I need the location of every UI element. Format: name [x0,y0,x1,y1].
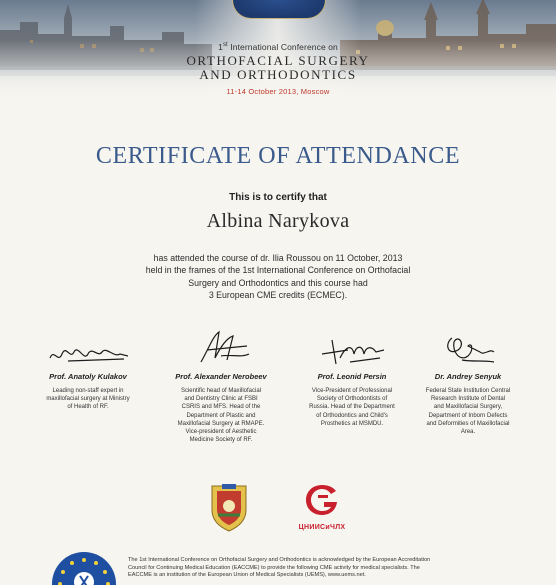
signatory-description: Scientific head of Maxillofacial and Dentistry Clinic at FSBI CSRIS and MFS. Head of the Department of Plastic and Maxillofacial Surgery at RMAPE. Vice-president of Aesthetic Medicine Society of RF. [177,388,265,444]
footer-line: EACCME is an institution of the European Union of Medical Specialists (UEMS), www.uems.net. [128,572,366,579]
signatory-name: Dr. Andrey Senyuk [434,372,502,381]
recipient-name: Albina Narykova [206,210,350,232]
cniis-emblem-icon [302,482,342,518]
conference-title-line1: ORTHOFACIAL SURGERY [186,53,370,68]
footer-line: The 1st International Conference on Orthofacial Surgery and Orthodontics is acknowledged by the European Accreditation [128,557,431,563]
conference-emblem-icon [232,0,326,19]
signatory-name: Prof. Leonid Persin [317,372,387,381]
certify-text: This is to certify that [229,192,327,203]
signatures-row [0,328,556,468]
cniis-logo [292,482,352,532]
signatory-description: Federal State Institution Central Research Institute of Dental and Maxillofacial Surgery, Department of Inborn Defects and Deformities of Maxillofacial Area. [425,388,511,436]
conference-dates: 11-14 October 2013, Moscow [226,87,330,96]
body-line: held in the frames of the 1st International Conference on Orthofacial [145,265,411,276]
certificate-title: CERTIFICATE OF ATTENDANCE [95,143,461,169]
eaccme-logo [52,552,116,585]
university-crest-logo [208,482,250,532]
certificate-body [110,252,446,302]
body-line: Surgery and Orthodontics and this course had [188,277,368,288]
accreditation-footer [128,557,548,580]
body-line: 3 European CME credits (ECMEC). [208,290,348,301]
body-line: has attended the course of dr. Ilia Roussou on 11 October, 2013 [153,253,403,263]
signatory-name: Prof. Alexander Nerobeev [175,372,267,381]
signature-nerobeev-icon [161,328,281,368]
signatory-kulakov [22,328,154,412]
signatory-nerobeev [155,328,287,444]
signature-senyuk-icon [408,328,528,368]
conference-heading [0,42,556,96]
crest-shield-icon [208,482,250,532]
signatory-persin [286,328,418,428]
signatory-senyuk [402,328,534,436]
conference-title-line2: AND ORTHODONTICS [199,67,357,82]
signature-persin-icon [292,328,412,368]
signatory-description: Vice-President of Professional Society of Orthodontists of Russia. Head of the Department of Orthodontics and Child's Prosthetics at MSMDU. [309,388,395,427]
signature-kulakov-icon [28,328,148,368]
signatory-description: Leading non-staff expert in maxillofacial surgery at Ministry of Health of RF. [46,388,130,411]
signatory-name: Prof. Anatoly Kulakov [49,372,127,381]
footer-line: Council for Continuing Medical Education (EACCME) to provide the following CME activity for medical specialists. The [128,564,420,571]
cniis-logo-label: ЦНИИСиЧЛХ [298,524,346,531]
eu-stars-icon [52,552,116,585]
conference-line: 1st International Conference on [218,42,338,52]
